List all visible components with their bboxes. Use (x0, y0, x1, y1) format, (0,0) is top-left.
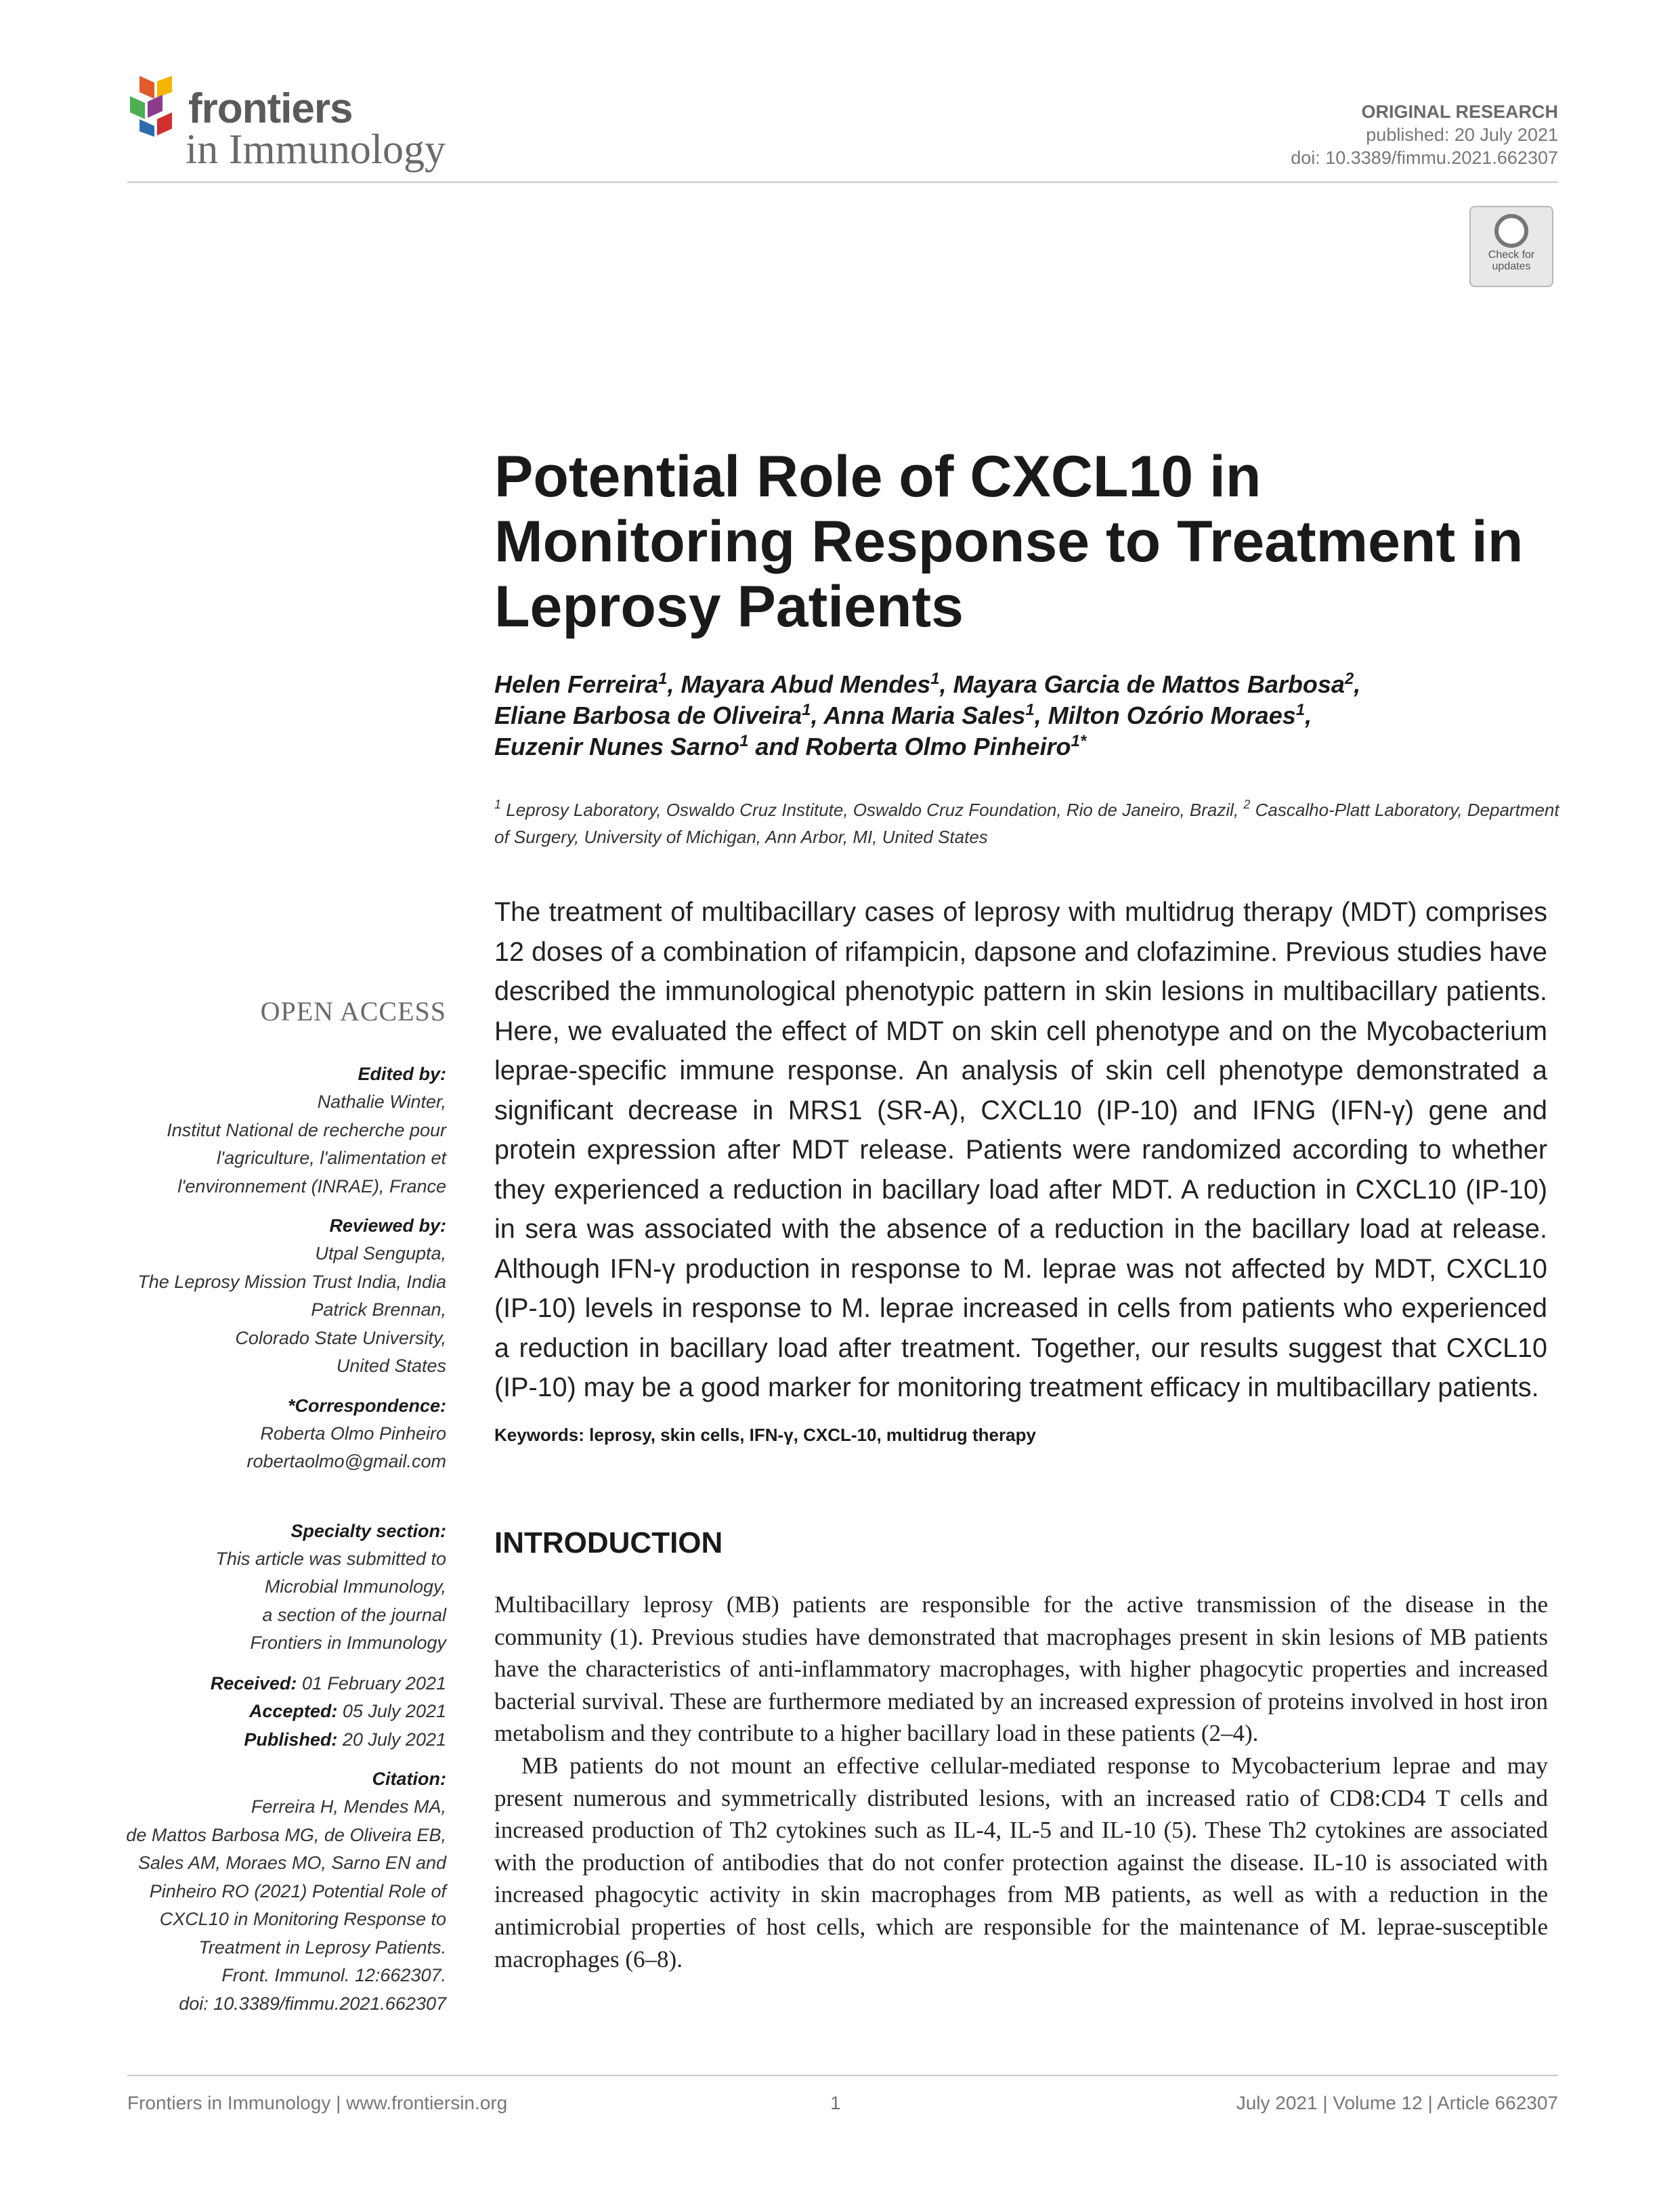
check-updates-icon (1494, 214, 1528, 248)
author-affiliation-mark: 2 (1344, 670, 1354, 688)
footer-issue-info: July 2021 | Volume 12 | Article 662307 (1236, 2092, 1558, 2113)
affiliation-1: Leprosy Laboratory, Oswaldo Cruz Institute, Oswaldo Cruz Foundation, Rio de Janeiro, Brazil, (506, 800, 1239, 820)
published-value: 20 July 2021 (342, 1729, 446, 1750)
author-name[interactable]: Euzenir Nunes Sarno (494, 733, 740, 760)
citation-heading: Citation: (372, 1769, 446, 1789)
introduction-heading: INTRODUCTION (494, 1526, 723, 1559)
open-access-label: OPEN ACCESS (260, 996, 446, 1027)
abstract: The treatment of multibacillary cases of leprosy with multidrug therapy (MDT) comprises 12 doses of a combination of rifampicin, dapsone and clofazimine. Previous studies have described the immunological phenotypic pattern in skin lesions in multibacillary patients. Here, we evaluated the effect of MDT on skin cell phenotype and on the Mycobacterium leprae-specific immune response. An analysis of skin cell phenotype demonstrated a significant decrease in MRS1 (SR-A), CXCL10 (IP-10) and IFNG (IFN-γ) gene and protein expression after MDT release. Patients were randomized according to whether they experienced a reduction in bacillary load after MDT. A reduction in CXCL10 (IP-10) in sera was associated with the absence of a reduction in the bacillary load at release. Although IFN-γ production in response to M. leprae was not affected by MDT, CXCL10 (IP-10) levels in response to M. leprae increased in cells from patients who experienced a reduction in bacillary load after treatment. Together, our results suggest that CXCL10 (IP-10) may be a good marker for monitoring treatment efficacy in multibacillary patients. (494, 897, 1547, 1402)
author-separator: , (1354, 670, 1361, 698)
edited-by-heading: Edited by: (358, 1064, 446, 1084)
author-separator: , (1305, 702, 1312, 729)
author-affiliation-mark: 1 (658, 670, 668, 688)
author-separator: , (1034, 702, 1048, 729)
correspondence-heading: *Correspondence: (287, 1395, 446, 1416)
author-name[interactable]: Eliane Barbosa de Oliveira (494, 702, 802, 729)
citation: Ferreira H, Mendes MA, de Mattos Barbosa MG, de Oliveira EB, Sales AM, Moraes MO, Sarno EN and Pinheiro RO (2021) Potential Role of CXCL10 in Monitoring Response to Treatment in Leprosy Patients. Front. Immunol. 12:662307. doi: 10.3389/fimmu.2021.662307 (126, 1796, 446, 2014)
introduction-body (494, 1589, 1548, 1975)
footer-divider (127, 2075, 1558, 2076)
received-date (67, 1670, 446, 1698)
affiliation-number: 2 (1243, 798, 1251, 811)
author-name[interactable]: Milton Ozório Moraes (1048, 702, 1296, 729)
accepted-date (67, 1698, 446, 1726)
author-separator: , (667, 670, 681, 698)
author-affiliation-mark: 1 (1025, 701, 1035, 719)
edited-by: Nathalie Winter, Institut National de recherche pour l'agriculture, l'alimentation et l'environnement (INRAE), France (167, 1092, 446, 1196)
affiliation-2: Cascalho-Platt Laboratory, Department of Surgery, University of Michigan, Ann Arbor, MI, United States (494, 800, 1559, 847)
author-separator: , (939, 670, 953, 698)
intro-paragraph-1: Multibacillary leprosy (MB) patients are responsible for the active transmission of the disease in the community (1). Previous studies have demonstrated that macrophages present in skin lesions of MB patients have the characteristics of anti-inflammatory macrophages, with higher phagocytic properties and increased bacterial survival. These are furthermore mediated by an increased expression of proteins involved in host iron metabolism and they contribute to a higher bacillary load in these patients (2–4). (494, 1591, 1548, 1747)
doi-link[interactable]: doi: 10.3389/fimmu.2021.662307 (1291, 148, 1558, 168)
author-affiliation-mark: 1 (930, 670, 940, 688)
reviewed-by: Utpal Sengupta, The Leprosy Mission Trust India, India Patrick Brennan, Colorado State University, United States (137, 1243, 446, 1376)
article-title: Potential Role of CXCL10 in Monitoring Response to Treatment in Leprosy Patients (494, 444, 1524, 639)
accepted-label: Accepted: (249, 1701, 338, 1721)
accepted-value: 05 July 2021 (342, 1701, 446, 1721)
check-for-updates-button[interactable] (1469, 206, 1553, 287)
author-list (494, 669, 1564, 762)
article-type: ORIGINAL RESEARCH (1361, 102, 1558, 122)
article-meta (1291, 100, 1558, 169)
author-name[interactable]: Mayara Abud Mendes (681, 670, 931, 698)
sidebar (67, 995, 446, 2018)
author-affiliation-mark: 1 (1295, 701, 1306, 719)
received-value: 01 February 2021 (301, 1673, 446, 1694)
correspondence[interactable]: Roberta Olmo Pinheiro robertaolmo@gmail.com (246, 1423, 446, 1471)
author-name[interactable]: Mayara Garcia de Mattos Barbosa (953, 670, 1345, 698)
keywords: Keywords: leprosy, skin cells, IFN-γ, CXCL-10, multidrug therapy (494, 1425, 1036, 1445)
brand-name: frontiers (188, 85, 353, 132)
intro-paragraph-2: MB patients do not mount an effective cellular-mediated response to Mycobacterium leprae and may present numerous and symmetrically distributed lesions, with an increased ratio of CD8:CD4 T cells and increased production of Th2 cytokines such as IL-4, IL-5 and IL-10 (5). These Th2 cytokines are associated with the production of antibodies that do not confer protection against the disease. IL-10 is associated with increased phagocytic activity in skin macrophages from MB patients, as well as with a reduction in the antimicrobial properties of host cells, which are responsible for the maintenance of M. leprae-susceptible macrophages (6–8). (494, 1752, 1548, 1972)
published-date: published: 20 July 2021 (1366, 125, 1558, 145)
frontiers-logo-icon (127, 76, 181, 137)
specialty-heading: Specialty section: (290, 1520, 446, 1541)
reviewed-by-heading: Reviewed by: (329, 1215, 446, 1236)
author-name[interactable]: Anna Maria Sales (823, 702, 1026, 729)
footer-journal-link[interactable]: Frontiers in Immunology | www.frontiersin.org (127, 2092, 508, 2113)
check-updates-label: Check for updates (1488, 249, 1535, 272)
author-separator: and (748, 733, 806, 760)
author-name[interactable]: Roberta Olmo Pinheiro (805, 733, 1071, 760)
published-sidebar-date (67, 1726, 446, 1754)
author-separator: , (811, 702, 824, 729)
journal-logo[interactable] (127, 68, 479, 176)
affiliations (494, 796, 1564, 850)
author-affiliation-mark: 1 (739, 732, 749, 750)
journal-name: in Immunology (186, 127, 446, 173)
specialty-section: This article was submitted to Microbial Immunology, a section of the journal Frontiers in Immunology (215, 1548, 446, 1653)
author-name[interactable]: Helen Ferreira (494, 670, 659, 698)
page-number: 1 (830, 2092, 841, 2113)
header-divider (127, 181, 1558, 183)
published-label: Published: (244, 1729, 338, 1750)
received-label: Received: (210, 1673, 297, 1694)
author-affiliation-mark: 1* (1071, 732, 1087, 750)
author-affiliation-mark: 1 (802, 701, 811, 719)
affiliation-number: 1 (494, 798, 502, 811)
